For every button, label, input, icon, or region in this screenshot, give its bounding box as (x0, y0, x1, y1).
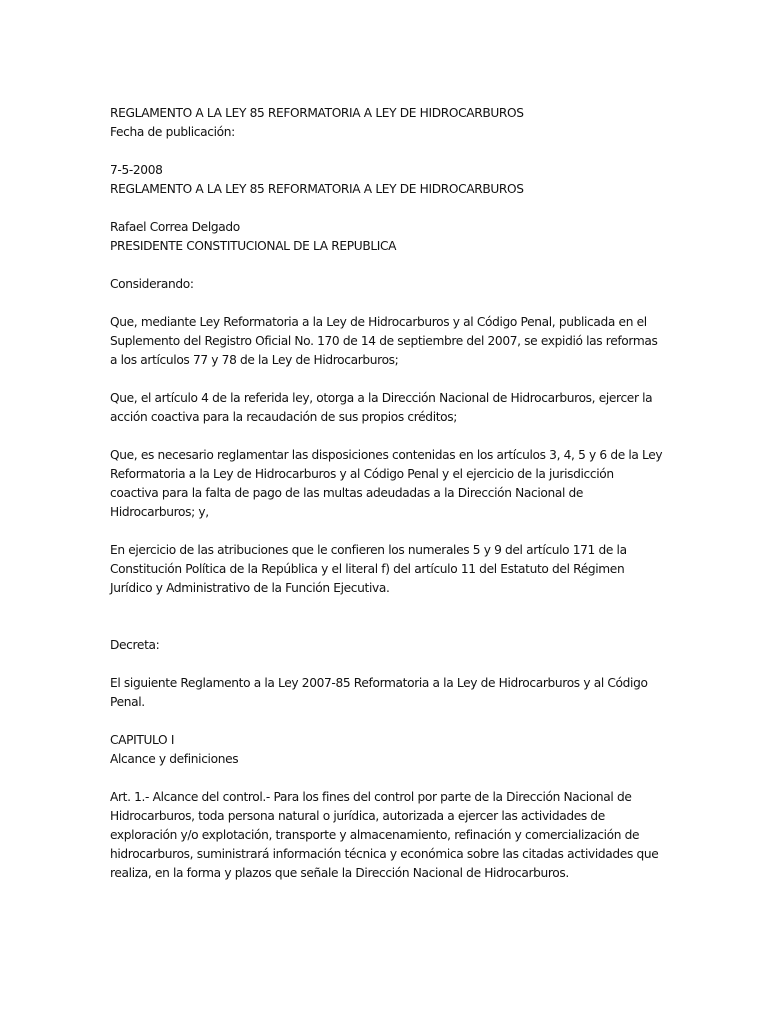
document-header (110, 104, 662, 142)
document-title-repeat: REGLAMENTO A LA LEY 85 REFORMATORIA A LEY DE HIDROCARBUROS (110, 182, 524, 196)
considerando-paragraph (110, 541, 662, 598)
paragraph-line: Penal. (110, 695, 145, 709)
paragraph-line: coactiva para la falta de pago de las multas adeudadas a la Dirección Nacional de (110, 486, 584, 500)
paragraph-line: El siguiente Reglamento a la Ley 2007-85 Reformatoria a la Ley de Hidrocarburos y al Código (110, 676, 648, 690)
paragraph-line: Jurídico y Administrativo de la Función Ejecutiva. (110, 581, 390, 595)
paragraph-line: hidrocarburos, suministrará información técnica y económica sobre las citadas actividades que (110, 847, 659, 861)
document-title: REGLAMENTO A LA LEY 85 REFORMATORIA A LEY DE HIDROCARBUROS (110, 106, 524, 120)
paragraph-line: acción coactiva para la recaudación de sus propios créditos; (110, 410, 458, 424)
considerando-paragraph (110, 446, 662, 522)
chapter-number: CAPITULO I (110, 733, 175, 747)
publication-info (110, 161, 662, 199)
document-page (110, 104, 662, 883)
considerando-paragraph (110, 389, 662, 427)
publication-date: 7-5-2008 (110, 163, 163, 177)
paragraph-line: Que, es necesario reglamentar las disposiciones contenidas en los artículos 3, 4, 5 y 6 de la Ley (110, 448, 663, 462)
paragraph-line: Reformatoria a la Ley de Hidrocarburos y al Código Penal y el ejercicio de la jurisdicción (110, 467, 614, 481)
chapter-title: Alcance y definiciones (110, 752, 239, 766)
paragraph-line: Hidrocarburos, toda persona natural o jurídica, autorizada a ejercer las actividades de (110, 809, 605, 823)
considerando-heading: Considerando: (110, 277, 194, 291)
decreta-heading: Decreta: (110, 638, 160, 652)
paragraph-line: Art. 1.- Alcance del control.- Para los fines del control por parte de la Dirección Nacional de (110, 790, 632, 804)
paragraph-line: realiza, en la forma y plazos que señale la Dirección Nacional de Hidrocarburos. (110, 866, 569, 880)
signatory-name: Rafael Correa Delgado (110, 220, 240, 234)
paragraph-line: a los artículos 77 y 78 de la Ley de Hidrocarburos; (110, 353, 399, 367)
publication-date-label: Fecha de publicación: (110, 125, 235, 139)
paragraph-line: Que, mediante Ley Reformatoria a la Ley de Hidrocarburos y al Código Penal, publicada en el (110, 315, 647, 329)
paragraph-line: Constitución Política de la República y el literal f) del artículo 11 del Estatuto del Régimen (110, 562, 625, 576)
paragraph-line: exploración y/o explotación, transporte y almacenamiento, refinación y comercialización de (110, 828, 640, 842)
signatory (110, 218, 662, 256)
signatory-position: PRESIDENTE CONSTITUCIONAL DE LA REPUBLICA (110, 239, 397, 253)
paragraph-line: Que, el artículo 4 de la referida ley, otorga a la Dirección Nacional de Hidrocarburos, ejercer la (110, 391, 653, 405)
article-1 (110, 788, 662, 883)
paragraph-line: Hidrocarburos; y, (110, 505, 209, 519)
paragraph-line: En ejercicio de las atribuciones que le confieren los numerales 5 y 9 del artículo 171 de la (110, 543, 627, 557)
paragraph-line: Suplemento del Registro Oficial No. 170 de 14 de septiembre del 2007, se expidió las reformas (110, 334, 658, 348)
considerando-paragraph (110, 313, 662, 370)
chapter-heading (110, 731, 662, 769)
decreta-intro (110, 674, 662, 712)
